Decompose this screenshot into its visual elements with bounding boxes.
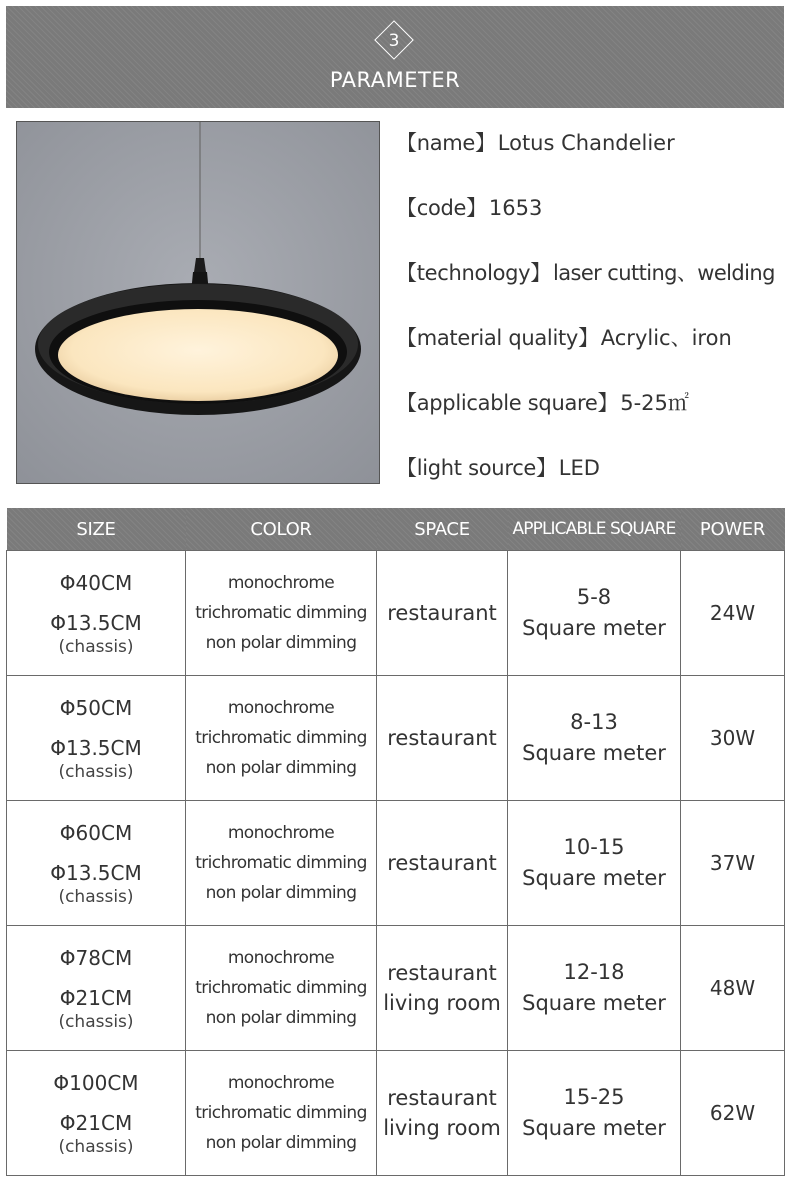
space-value: restaurant <box>387 726 497 750</box>
area-unit: Square meter <box>522 866 666 890</box>
color-cell <box>186 1051 377 1176</box>
area-range: 10-15 <box>563 835 625 859</box>
chassis-label: (chassis) <box>58 1012 134 1032</box>
area-range: 8-13 <box>570 710 618 734</box>
spec-value: 5-25㎡ <box>620 391 689 415</box>
area-unit: Square meter <box>522 991 666 1015</box>
space-cell <box>377 676 508 801</box>
header-color: COLOR <box>186 508 377 551</box>
area-unit: Square meter <box>522 616 666 640</box>
size-cell <box>7 926 186 1051</box>
color-cell <box>186 926 377 1051</box>
header-space: SPACE <box>377 508 508 551</box>
chassis-label: (chassis) <box>58 762 134 782</box>
size-cell <box>7 551 186 676</box>
area-range: 5-8 <box>576 585 612 609</box>
space-cell <box>377 1051 508 1176</box>
space-value: restaurant <box>387 961 497 985</box>
space-value: living room <box>383 1116 501 1140</box>
lamp-image <box>17 122 379 483</box>
chassis-label: (chassis) <box>58 887 134 907</box>
color-option: non polar dimming <box>205 1133 357 1153</box>
spec-value: 1653 <box>488 196 543 220</box>
spec-value: Acrylic、iron <box>600 326 732 350</box>
power-cell: 24W <box>681 551 785 676</box>
header-applicable-square: APPLICABLE SQUARE <box>508 508 681 551</box>
section-title: PARAMETER <box>329 68 461 92</box>
color-option: monochrome <box>227 823 335 843</box>
power-cell: 48W <box>681 926 785 1051</box>
area-cell <box>508 926 681 1051</box>
area-cell <box>508 551 681 676</box>
color-option: trichromatic dimming <box>195 853 367 873</box>
spec-value: Lotus Chandelier <box>497 131 675 155</box>
spec-applicable-square <box>396 386 689 420</box>
space-cell <box>377 926 508 1051</box>
space-value: restaurant <box>387 1086 497 1110</box>
color-cell <box>186 676 377 801</box>
space-value: restaurant <box>387 851 497 875</box>
size-value: Φ100CM <box>53 1071 139 1095</box>
chassis-label: (chassis) <box>58 637 134 657</box>
color-option: non polar dimming <box>205 883 357 903</box>
table-row <box>7 1051 785 1176</box>
size-value: Φ50CM <box>59 696 133 720</box>
lamp-photo <box>16 121 380 484</box>
table-row <box>7 551 785 676</box>
space-cell <box>377 801 508 926</box>
color-option: trichromatic dimming <box>195 1103 367 1123</box>
chassis-label: (chassis) <box>58 1137 134 1157</box>
space-value: restaurant <box>387 601 497 625</box>
area-range: 15-25 <box>563 1085 625 1109</box>
spec-value: laser cutting、welding <box>553 261 775 285</box>
color-option: non polar dimming <box>205 758 357 778</box>
chassis-size: Φ13.5CM <box>50 736 142 760</box>
chassis-size: Φ21CM <box>59 986 133 1010</box>
space-cell <box>377 551 508 676</box>
spec-material <box>396 321 732 355</box>
chassis-size: Φ21CM <box>59 1111 133 1135</box>
size-cell <box>7 801 186 926</box>
table-row <box>7 801 785 926</box>
color-option: trichromatic dimming <box>195 603 367 623</box>
color-option: monochrome <box>227 1073 335 1093</box>
power-cell: 62W <box>681 1051 785 1176</box>
spec-name <box>396 126 675 160</box>
color-option: monochrome <box>227 573 335 593</box>
table-row <box>7 926 785 1051</box>
size-value: Φ78CM <box>59 946 133 970</box>
color-cell <box>186 801 377 926</box>
chassis-size: Φ13.5CM <box>50 861 142 885</box>
power-cell: 30W <box>681 676 785 801</box>
spec-light-source <box>396 451 600 485</box>
header-size: SIZE <box>7 508 186 551</box>
color-cell <box>186 551 377 676</box>
spec-label: 【light source】 <box>396 456 557 480</box>
color-option: non polar dimming <box>205 1008 357 1028</box>
area-unit: Square meter <box>522 741 666 765</box>
size-cell <box>7 676 186 801</box>
space-value: living room <box>383 991 501 1015</box>
color-option: non polar dimming <box>205 633 357 653</box>
spec-label: 【applicable square】 <box>396 391 619 415</box>
spec-value: LED <box>558 456 600 480</box>
step-number: 3 <box>388 31 400 51</box>
power-cell: 37W <box>681 801 785 926</box>
color-option: monochrome <box>227 948 335 968</box>
area-cell <box>508 801 681 926</box>
chassis-size: Φ13.5CM <box>50 611 142 635</box>
size-value: Φ60CM <box>59 821 133 845</box>
color-option: trichromatic dimming <box>195 978 367 998</box>
spec-label: 【name】 <box>396 131 496 155</box>
area-unit: Square meter <box>522 1116 666 1140</box>
parameter-table <box>6 508 785 1176</box>
size-cell <box>7 1051 186 1176</box>
area-cell <box>508 1051 681 1176</box>
table-header-row <box>7 508 785 551</box>
header-power: POWER <box>681 508 785 551</box>
size-value: Φ40CM <box>59 571 133 595</box>
table-row <box>7 676 785 801</box>
color-option: trichromatic dimming <box>195 728 367 748</box>
area-range: 12-18 <box>563 960 625 984</box>
spec-technology <box>396 256 775 290</box>
spec-label: 【code】 <box>396 196 487 220</box>
spec-label: 【material quality】 <box>396 326 599 350</box>
spec-label: 【technology】 <box>396 261 552 285</box>
spec-code <box>396 191 542 225</box>
color-option: monochrome <box>227 698 335 718</box>
area-cell <box>508 676 681 801</box>
